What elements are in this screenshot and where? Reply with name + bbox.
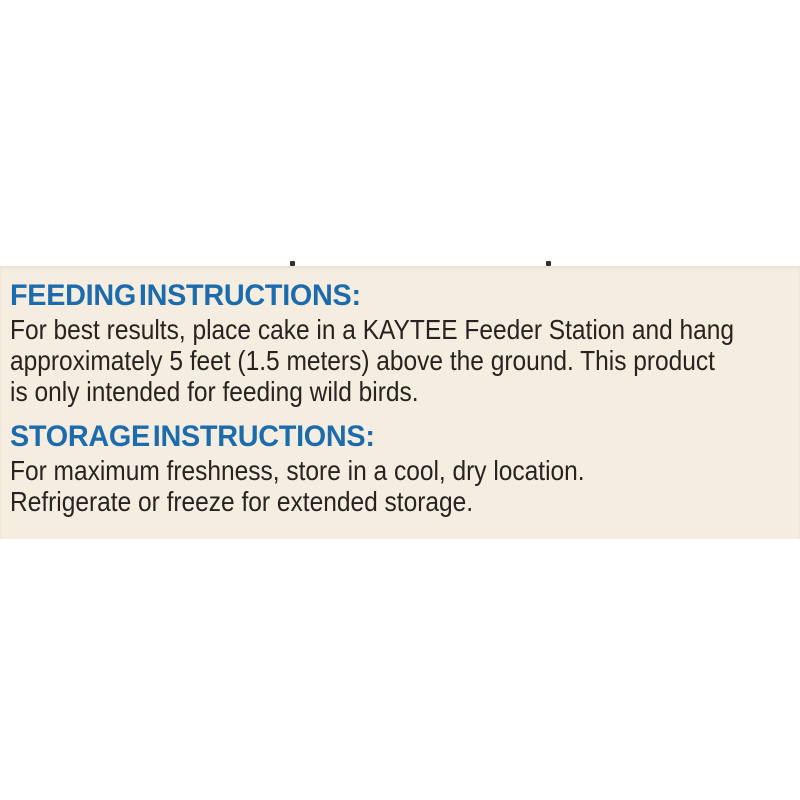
feeding-instructions-line-3: is only intended for feeding wild birds. [10,376,419,407]
storage-instructions-line-2: Refrigerate or freeze for extended storage. [10,486,474,517]
storage-instructions-heading: STORAGE INSTRUCTIONS: [10,420,375,453]
cropped-text-descender-fragment [546,261,551,266]
feeding-instructions-line-2: approximately 5 feet (1.5 meters) above the ground. This product [10,345,715,376]
storage-instructions-text [10,455,694,517]
feeding-instructions-heading: FEEDING INSTRUCTIONS: [10,279,361,312]
instructions-panel [0,266,800,539]
cropped-text-descender-fragment [290,261,295,266]
feeding-instructions-text [10,314,735,407]
storage-instructions-line-1: For maximum freshness, store in a cool, dry location. [10,455,585,486]
feeding-instructions-line-1: For best results, place cake in a KAYTEE Feeder Station and hang [10,314,735,345]
